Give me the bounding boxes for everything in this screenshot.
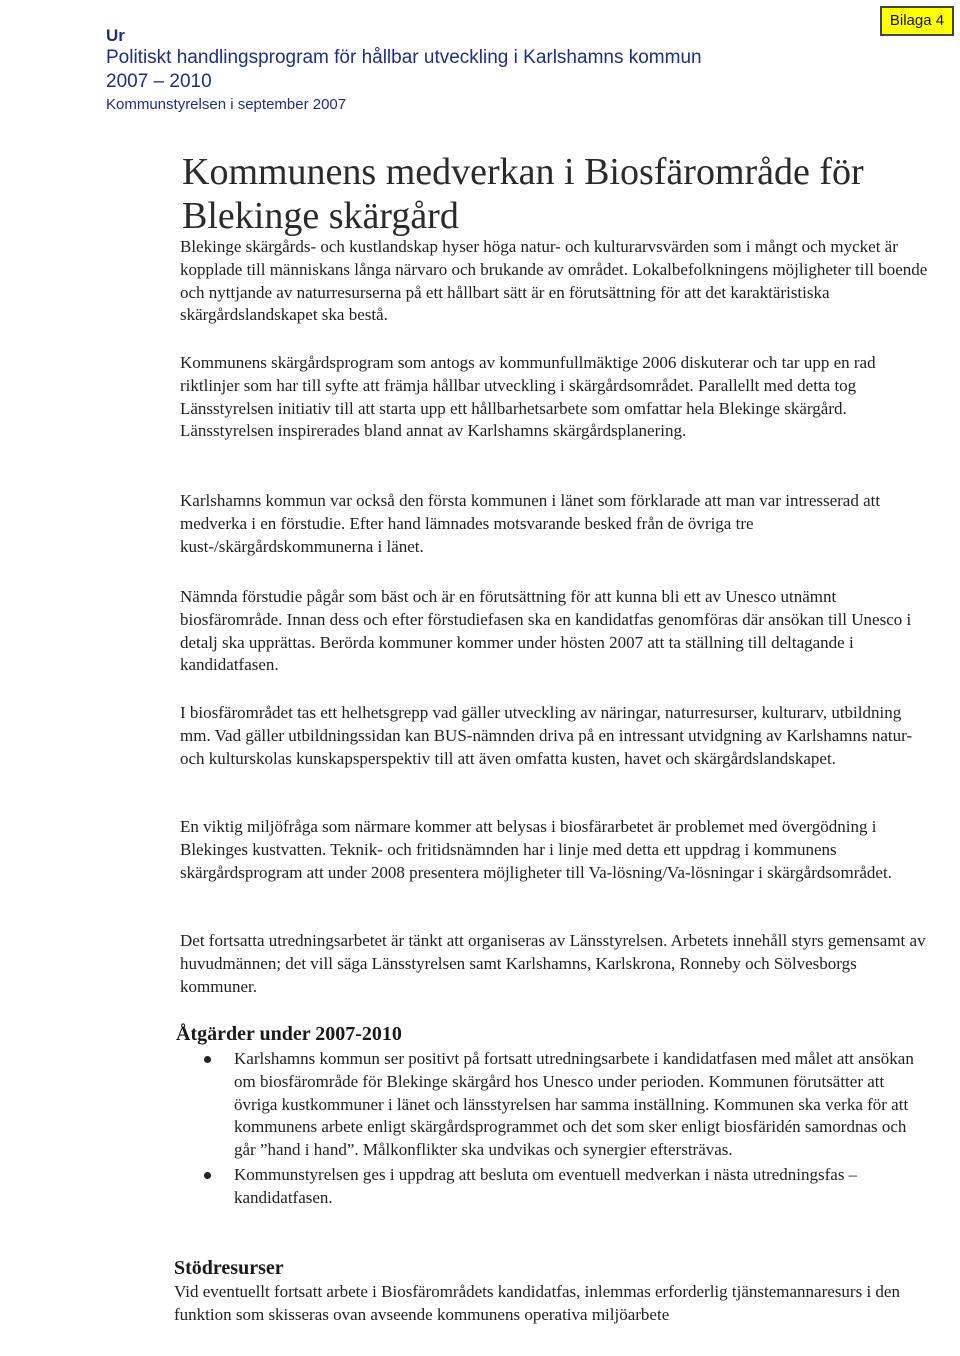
page-title: Kommunens medverkan i Biosfärområde för Blekinge skärgård <box>182 151 864 237</box>
paragraph-forstudie: Nämnda förstudie pågår som bäst och är en förutsättning för att kunna bli ett av Unesco utnämnt biosfärområde. Innan dess och efter förstudiefasen ska en kandidatfas genomföras där ansökan till Unesco i detalj ska upprättas. Berörda kommuner kommer under hösten 2007 att ta ställning till deltagande i kandidatfasen. <box>180 587 912 675</box>
resources-heading: Stödresurser <box>174 1257 284 1279</box>
document-header <box>106 26 702 116</box>
program-subtitle: Kommunstyrelsen i september 2007 <box>106 96 347 113</box>
paragraph-utredning: Det fortsatta utredningsarbetet är tänkt att organiseras av Länsstyrelsen. Arbetets innehåll styrs gemensamt av huvudmännen; det vill säga Länsstyrelsen samt Karlshamns, Karlskrona, Ronneby och Sölvesborgs kommuner. <box>180 931 926 996</box>
program-title-line2: 2007 – 2010 <box>106 71 212 92</box>
resources-text: Vid eventuellt fortsatt arbete i Biosfärområdets kandidatfas, inlemmas erforderlig tjänstemannaresurs i den funktion som skisseras ovan avseende kommunens operativa miljöarbete <box>174 1282 900 1324</box>
actions-heading: Åtgärder under 2007-2010 <box>176 1023 402 1045</box>
paragraph-program: Kommunens skärgårdsprogram som antogs av kommunfullmäktige 2006 diskuterar och tar upp en rad riktlinjer som har till syfte att främja hållbar utveckling i skärgårdsområdet. Parallellt med detta tog Länsstyrelsen initiativ till att starta upp ett hållbarhetsarbete som omfattar hela Blekinge skärgård. Länsstyrelsen inspirerades bland annat av Karlshamns skärgårdsplanering. <box>180 353 876 441</box>
action-text: Kommunstyrelsen ges i uppdrag att besluta om eventuell medverkan i nästa utredningsfas – kandidatfasen. <box>234 1164 858 1207</box>
list-item <box>196 1048 928 1162</box>
paragraph-karlshamns: Karlshamns kommun var också den första kommunen i länet som förklarade att man var intresserad att medverka i en förstudie. Efter hand lämnades motsvarande besked från de övriga tre kust-/skärgårdskommunerna i länet. <box>180 491 881 556</box>
program-title-line1: Politiskt handlingsprogram för hållbar utveckling i Karlshamns kommun <box>106 47 702 68</box>
paragraph-miljofraga: En viktig miljöfråga som närmare kommer att belysas i biosfärarbetet är problemet med övergödning i Blekinges kustvatten. Teknik- och fritidsnämnden har i linje med detta ett uppdrag i kommunens skärgårdsprogram att under 2008 presentera möjligheter till Va-lösning/Va-lösningar i skärgårdsområdet. <box>180 817 892 882</box>
paragraph-intro: Blekinge skärgårds- och kustlandskap hyser höga natur- och kulturarvsvärden som i mångt och mycket är kopplade till människans långa närvaro och brukande av området. Lokalbefolkningens möjligheter till boende och nyttjande av naturresurserna på ett hållbart sätt är en förutsättning för att det karaktäristiska skärgårdslandskapet ska bestå. <box>180 237 928 325</box>
list-item <box>196 1164 928 1210</box>
bullet-icon <box>204 1172 211 1179</box>
actions-list <box>196 1048 928 1212</box>
paragraph-biosfar: I biosfärområdet tas ett helhetsgrepp vad gäller utveckling av näringar, naturresurser, kulturarv, utbildning mm. Vad gäller utbildningssidan kan BUS-nämnden driva på en intressant utvidgning av Karlshamns natur- och kulturskolas kunskapsperspektiv till att även omfatta kusten, havet och skärgårdslandskapet. <box>180 703 913 768</box>
action-text: Karlshamns kommun ser positivt på fortsatt utredningsarbete i kandidatfasen med målet att ansökan om biosfärområde för Blekinge skärgård hos Unesco under perioden. Kommunen förutsätter att övriga kustkommuner i länet och länsstyrelsen har samma inställning. Kommunen ska verka för att kommunens arbete enligt skärgårdsprogrammet och det som sker enligt biosfäridén samordnas och går ”hand i hand”. Målkonflikter ska undvikas och synergier eftersträvas. <box>234 1049 914 1160</box>
attachment-badge: Bilaga 4 <box>880 6 954 36</box>
source-label: Ur <box>106 26 125 45</box>
bullet-icon <box>204 1056 211 1063</box>
